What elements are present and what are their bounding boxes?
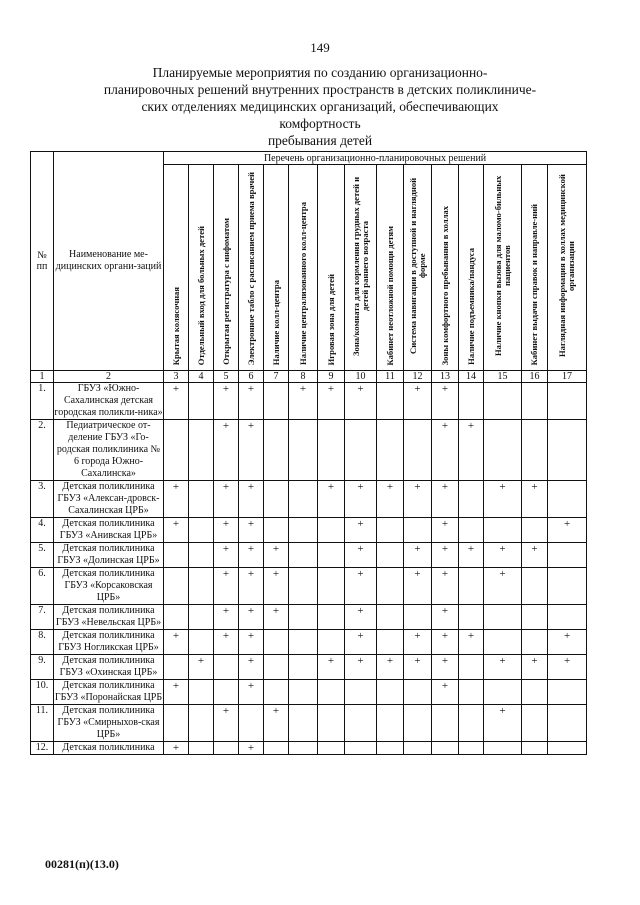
measure-mark xyxy=(459,655,484,680)
column-header xyxy=(289,165,318,371)
measure-mark xyxy=(289,568,318,605)
column-index: 1 xyxy=(31,371,54,383)
table-row xyxy=(31,742,587,755)
measure-mark xyxy=(377,605,404,630)
column-header-label: Наличие подъемника/пандуса xyxy=(465,248,476,365)
measure-mark xyxy=(377,742,404,755)
row-number: 9. xyxy=(31,655,54,680)
measure-mark xyxy=(459,742,484,755)
measure-mark xyxy=(264,742,289,755)
organization-name: Детская поликлиника ГБУЗ «Охинская ЦРБ» xyxy=(54,655,164,680)
measure-mark xyxy=(289,630,318,655)
column-header-label: Открытая регистратура с инфоматом xyxy=(220,218,231,365)
measure-mark xyxy=(189,630,214,655)
measure-mark: + xyxy=(404,655,432,680)
table-row xyxy=(31,605,587,630)
measure-mark: + xyxy=(289,383,318,420)
measure-mark xyxy=(522,518,548,543)
measure-mark xyxy=(289,655,318,680)
measure-mark xyxy=(264,680,289,705)
title-line: Планируемые мероприятия по созданию организационно- xyxy=(152,65,488,80)
measure-mark: + xyxy=(164,481,189,518)
measure-mark xyxy=(404,742,432,755)
measure-mark xyxy=(318,518,345,543)
column-header xyxy=(239,165,264,371)
measure-mark xyxy=(164,420,189,481)
column-header xyxy=(345,165,377,371)
column-index: 7 xyxy=(264,371,289,383)
measure-mark xyxy=(548,481,587,518)
column-index: 12 xyxy=(404,371,432,383)
measure-mark: + xyxy=(404,383,432,420)
measure-mark xyxy=(189,420,214,481)
organization-name: Детская поликлиника ГБУЗ «Невельская ЦРБ» xyxy=(54,605,164,630)
measure-mark xyxy=(289,518,318,543)
measure-mark xyxy=(189,680,214,705)
measure-mark: + xyxy=(239,605,264,630)
measure-mark xyxy=(189,568,214,605)
measure-mark xyxy=(264,481,289,518)
measure-mark: + xyxy=(164,630,189,655)
measure-mark: + xyxy=(484,568,522,605)
row-number: 5. xyxy=(31,543,54,568)
table-row xyxy=(31,705,587,742)
measure-mark xyxy=(345,705,377,742)
table-row xyxy=(31,518,587,543)
measure-mark: + xyxy=(214,605,239,630)
column-header xyxy=(164,165,189,371)
measure-mark xyxy=(239,705,264,742)
measure-mark: + xyxy=(239,481,264,518)
measure-mark: + xyxy=(522,543,548,568)
measure-mark xyxy=(484,518,522,543)
table-row xyxy=(31,543,587,568)
column-index: 5 xyxy=(214,371,239,383)
column-header xyxy=(484,165,522,371)
measure-mark xyxy=(548,383,587,420)
measure-mark: + xyxy=(345,655,377,680)
measure-mark xyxy=(522,705,548,742)
group-header: Перечень организационно-планировочных решений xyxy=(164,152,587,165)
measure-mark xyxy=(522,680,548,705)
measure-mark xyxy=(522,568,548,605)
measure-mark: + xyxy=(459,543,484,568)
measure-mark: + xyxy=(164,518,189,543)
measure-mark: + xyxy=(239,655,264,680)
organization-name: Детская поликлиника ГБУЗ «Анивская ЦРБ» xyxy=(54,518,164,543)
column-header-label: Наглядная информация в холлах медицинской организации xyxy=(557,174,577,358)
measure-mark: + xyxy=(239,420,264,481)
column-header-label: Система навигации в доступной и наглядной форме xyxy=(407,177,427,355)
table-row xyxy=(31,568,587,605)
measure-mark: + xyxy=(459,420,484,481)
measure-mark xyxy=(377,518,404,543)
title-line: планировочных решений внутренних пространств в детских поликлиниче- xyxy=(103,82,537,97)
measure-mark: + xyxy=(214,420,239,481)
column-header-label: Отдельный вход для больных детей xyxy=(195,225,206,365)
measure-mark: + xyxy=(214,383,239,420)
column-index: 15 xyxy=(484,371,522,383)
measure-mark xyxy=(189,518,214,543)
measure-mark xyxy=(522,630,548,655)
measure-mark xyxy=(548,742,587,755)
measure-mark: + xyxy=(239,568,264,605)
measure-mark: + xyxy=(214,705,239,742)
column-header-label: Наличие кнопки вызова для маломо-бильных пациентов xyxy=(492,175,512,357)
measure-mark xyxy=(189,383,214,420)
organization-name: ГБУЗ «Южно-Сахалинская детская городская поликли-ника» xyxy=(54,383,163,418)
measure-mark xyxy=(318,543,345,568)
measure-mark: + xyxy=(459,630,484,655)
measure-mark xyxy=(214,655,239,680)
measure-mark: + xyxy=(239,518,264,543)
measure-mark: + xyxy=(404,481,432,518)
measure-mark: + xyxy=(432,655,459,680)
row-number: 3. xyxy=(31,481,54,518)
column-header xyxy=(548,165,587,371)
measure-mark: + xyxy=(189,655,214,680)
measure-mark xyxy=(264,420,289,481)
measure-mark xyxy=(484,742,522,755)
measure-mark: + xyxy=(432,543,459,568)
measure-mark xyxy=(318,568,345,605)
measure-mark xyxy=(377,680,404,705)
row-number: 12. xyxy=(31,742,54,755)
table-body xyxy=(31,383,587,755)
measure-mark xyxy=(164,655,189,680)
measure-mark xyxy=(377,705,404,742)
measure-mark: + xyxy=(164,680,189,705)
measure-mark: + xyxy=(484,705,522,742)
column-header xyxy=(189,165,214,371)
measure-mark xyxy=(318,705,345,742)
document-code: 00281(п)(13.0) xyxy=(45,857,119,871)
measure-mark: + xyxy=(214,518,239,543)
column-header-label: Крытая колясочная xyxy=(170,286,181,365)
measure-mark xyxy=(345,420,377,481)
measure-mark: + xyxy=(432,568,459,605)
measure-mark xyxy=(289,742,318,755)
measure-mark: + xyxy=(432,481,459,518)
measure-mark: + xyxy=(377,481,404,518)
measure-mark xyxy=(377,568,404,605)
measure-mark xyxy=(459,680,484,705)
measure-mark: + xyxy=(484,543,522,568)
row-number: 1. xyxy=(31,383,54,420)
measure-mark: + xyxy=(345,568,377,605)
measure-mark xyxy=(484,383,522,420)
measure-mark xyxy=(289,680,318,705)
column-index: 13 xyxy=(432,371,459,383)
column-index: 9 xyxy=(318,371,345,383)
measure-mark xyxy=(377,543,404,568)
column-index: 11 xyxy=(377,371,404,383)
measure-mark xyxy=(289,420,318,481)
measure-mark xyxy=(484,680,522,705)
column-header-label: Игровая зона для детей xyxy=(325,273,336,365)
measure-mark xyxy=(318,680,345,705)
measure-mark xyxy=(318,630,345,655)
page-number: 149 xyxy=(310,40,330,55)
column-index: 10 xyxy=(345,371,377,383)
measure-mark xyxy=(264,655,289,680)
measure-mark xyxy=(548,680,587,705)
measure-mark xyxy=(522,420,548,481)
measure-mark: + xyxy=(377,655,404,680)
table-header xyxy=(31,152,587,383)
measure-mark: + xyxy=(164,742,189,755)
measure-mark xyxy=(377,630,404,655)
measure-mark xyxy=(189,705,214,742)
measure-mark xyxy=(484,420,522,481)
row-number: 6. xyxy=(31,568,54,605)
measure-mark xyxy=(404,705,432,742)
column-header xyxy=(459,165,484,371)
num-header: № пп xyxy=(31,152,54,371)
measure-mark: + xyxy=(522,481,548,518)
measure-mark xyxy=(522,383,548,420)
column-header xyxy=(264,165,289,371)
measure-mark xyxy=(264,383,289,420)
column-header-label: Наличие централизованного колл-центра xyxy=(297,202,308,365)
measure-mark: + xyxy=(432,605,459,630)
organization-name: Детская поликлиника ГБУЗ «Алексан-дровск-Сахалинская ЦРБ» xyxy=(54,481,164,518)
measure-mark: + xyxy=(345,630,377,655)
title-line: пребывания детей xyxy=(267,133,373,148)
measure-mark xyxy=(189,543,214,568)
measure-mark: + xyxy=(239,543,264,568)
measure-mark xyxy=(404,420,432,481)
measure-mark xyxy=(459,383,484,420)
measure-mark: + xyxy=(345,481,377,518)
measure-mark xyxy=(289,605,318,630)
measure-mark: + xyxy=(432,518,459,543)
measure-mark xyxy=(164,543,189,568)
row-number: 10. xyxy=(31,680,54,705)
measure-mark xyxy=(189,481,214,518)
column-index: 16 xyxy=(522,371,548,383)
measure-mark: + xyxy=(548,655,587,680)
measure-mark xyxy=(214,680,239,705)
measure-mark xyxy=(522,605,548,630)
measure-mark xyxy=(345,680,377,705)
row-number: 7. xyxy=(31,605,54,630)
measure-mark xyxy=(522,742,548,755)
name-header: Наименование ме-дицинских органи-заций xyxy=(54,152,164,371)
measure-mark xyxy=(377,420,404,481)
document-title xyxy=(100,64,540,149)
measure-mark: + xyxy=(264,605,289,630)
measure-mark xyxy=(289,705,318,742)
measure-mark: + xyxy=(318,383,345,420)
measure-mark xyxy=(459,481,484,518)
measure-mark: + xyxy=(548,630,587,655)
measure-mark xyxy=(404,518,432,543)
measure-mark xyxy=(484,605,522,630)
measure-mark: + xyxy=(318,481,345,518)
measure-mark: + xyxy=(484,481,522,518)
measure-mark xyxy=(459,605,484,630)
column-header xyxy=(522,165,548,371)
measure-mark xyxy=(459,568,484,605)
table-row xyxy=(31,680,587,705)
column-index: 3 xyxy=(164,371,189,383)
measure-mark xyxy=(264,518,289,543)
column-header-label: Кабинет выдачи справок и направле-ний xyxy=(529,203,539,365)
measure-mark: + xyxy=(345,518,377,543)
column-header-label: Электронное табло с расписанием приема врачей xyxy=(245,171,256,365)
measure-mark: + xyxy=(404,630,432,655)
column-index: 14 xyxy=(459,371,484,383)
row-number: 8. xyxy=(31,630,54,655)
measure-mark xyxy=(289,543,318,568)
organization-name: Детская поликлиника ГБУЗ «Смирныхов-ская ЦРБ» xyxy=(54,705,164,742)
measure-mark: + xyxy=(432,383,459,420)
measure-mark xyxy=(264,630,289,655)
measure-mark xyxy=(318,420,345,481)
measure-mark: + xyxy=(432,630,459,655)
measures-table xyxy=(30,151,587,755)
measure-mark: + xyxy=(432,420,459,481)
measure-mark xyxy=(404,680,432,705)
measure-mark: + xyxy=(239,383,264,420)
organization-name: Детская поликлиника ГБУЗ «Корсаковская ЦРБ» xyxy=(54,568,164,605)
measure-mark: + xyxy=(214,543,239,568)
measure-mark: + xyxy=(484,655,522,680)
measure-mark xyxy=(459,518,484,543)
measure-mark: + xyxy=(432,680,459,705)
column-header xyxy=(432,165,459,371)
row-number: 11. xyxy=(31,705,54,742)
measure-mark: + xyxy=(214,568,239,605)
column-header-label: Зоны комфортного пребывания в холлах xyxy=(439,205,450,365)
measure-mark xyxy=(484,630,522,655)
measure-mark xyxy=(345,742,377,755)
measure-mark xyxy=(318,742,345,755)
measure-mark: + xyxy=(345,605,377,630)
measure-mark: + xyxy=(239,630,264,655)
organization-name: Детская поликлиника ГБУЗ Ногликская ЦРБ» xyxy=(54,630,164,655)
measure-mark xyxy=(548,705,587,742)
column-index: 6 xyxy=(239,371,264,383)
organization-name: Детская поликлиника ГБУЗ «Поронайская ЦРБ xyxy=(54,680,163,703)
title-line: ских отделениях медицинских организаций, обеспечивающих комфортность xyxy=(141,99,499,131)
measure-mark xyxy=(548,568,587,605)
measure-mark xyxy=(548,420,587,481)
column-index: 17 xyxy=(548,371,587,383)
measure-mark xyxy=(432,705,459,742)
measure-mark: + xyxy=(548,518,587,543)
measure-mark xyxy=(214,742,239,755)
measure-mark xyxy=(432,742,459,755)
measure-mark xyxy=(164,568,189,605)
table-row xyxy=(31,420,587,481)
measure-mark: + xyxy=(345,543,377,568)
column-header xyxy=(214,165,239,371)
measure-mark xyxy=(164,605,189,630)
measure-mark xyxy=(459,705,484,742)
column-header xyxy=(377,165,404,371)
organization-name: Педиатрическое от-деление ГБУЗ «Го-родская поликлиника № 6 города Южно-Сахалинска» xyxy=(54,420,164,481)
measure-mark xyxy=(548,605,587,630)
measure-mark: + xyxy=(318,655,345,680)
measure-mark xyxy=(377,383,404,420)
measure-mark: + xyxy=(264,705,289,742)
measure-mark: + xyxy=(264,568,289,605)
measure-mark: + xyxy=(522,655,548,680)
column-header-label: Зона/комната для кормления грудных детей и детей раннего возраста xyxy=(350,176,370,356)
measure-mark: + xyxy=(404,568,432,605)
column-index: 8 xyxy=(289,371,318,383)
row-number: 2. xyxy=(31,420,54,481)
measure-mark: + xyxy=(214,630,239,655)
table-row xyxy=(31,383,587,420)
measure-mark xyxy=(404,605,432,630)
column-header-label: Наличие колл-центра xyxy=(270,279,281,365)
column-header-label: Кабинет неотложной помощи детям xyxy=(384,225,395,365)
measure-mark xyxy=(189,742,214,755)
measure-mark xyxy=(318,605,345,630)
column-index: 2 xyxy=(54,371,164,383)
column-header xyxy=(404,165,432,371)
measure-mark: + xyxy=(239,742,264,755)
measure-mark: + xyxy=(214,481,239,518)
measure-mark: + xyxy=(345,383,377,420)
column-header xyxy=(318,165,345,371)
table-row xyxy=(31,655,587,680)
column-index: 4 xyxy=(189,371,214,383)
measure-mark xyxy=(189,605,214,630)
measure-mark xyxy=(164,705,189,742)
organization-name: Детская поликлиника xyxy=(54,742,164,755)
measure-mark xyxy=(548,543,587,568)
index-row xyxy=(31,371,587,383)
table-row xyxy=(31,630,587,655)
measure-mark: + xyxy=(404,543,432,568)
measure-mark: + xyxy=(239,680,264,705)
measure-mark: + xyxy=(164,383,189,420)
table-row xyxy=(31,481,587,518)
organization-name: Детская поликлиника ГБУЗ «Долинская ЦРБ» xyxy=(54,543,164,568)
measure-mark: + xyxy=(264,543,289,568)
row-number: 4. xyxy=(31,518,54,543)
measure-mark xyxy=(289,481,318,518)
